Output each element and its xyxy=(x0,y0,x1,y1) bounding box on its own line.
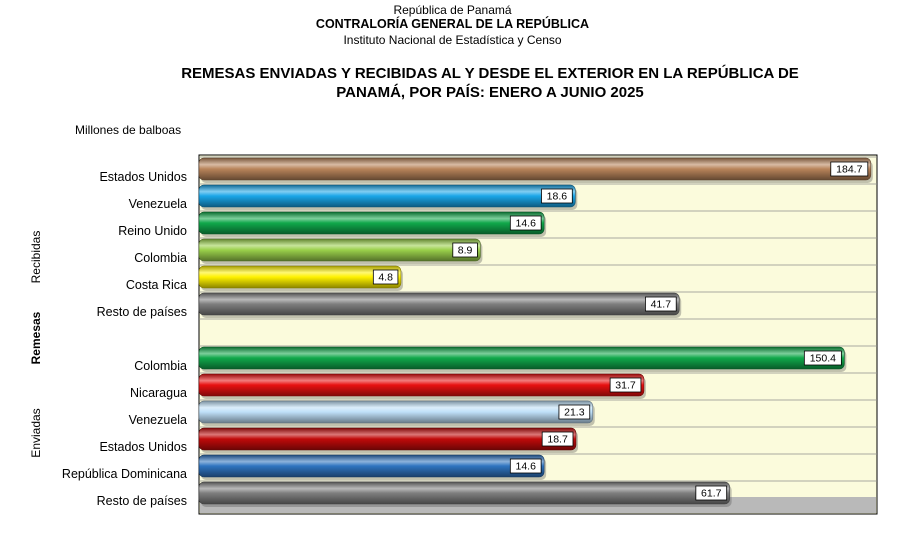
bar-recibidas-1 xyxy=(199,185,575,207)
bar-enviadas-4 xyxy=(199,455,544,477)
data-label: 41.7 xyxy=(650,298,672,311)
category-label: Costa Rica xyxy=(125,278,187,292)
unit-label: Millones de balboas xyxy=(75,123,182,137)
category-label: Nicaragua xyxy=(130,386,187,400)
category-label: Colombia xyxy=(134,359,187,373)
category-label: República Dominicana xyxy=(61,467,187,481)
bar-recibidas-4 xyxy=(199,266,401,288)
header-line-3: Instituto Nacional de Estadística y Censo xyxy=(343,33,562,47)
data-label: 14.6 xyxy=(515,460,536,473)
category-label: Resto de países xyxy=(96,305,187,319)
bar-recibidas-3 xyxy=(199,239,480,261)
bar-enviadas-1 xyxy=(199,374,644,396)
bar-recibidas-2 xyxy=(199,212,544,234)
group-label-recibidas: Recibidas xyxy=(29,230,43,284)
header-line-1: República de Panamá xyxy=(393,3,512,17)
group-axis-label: Remesas xyxy=(29,311,43,365)
data-label: 4.8 xyxy=(378,271,393,284)
category-label: Venezuela xyxy=(128,197,187,211)
group-label-enviadas: Enviadas xyxy=(29,408,43,458)
category-label: Colombia xyxy=(134,251,187,265)
category-label: Resto de países xyxy=(96,494,187,508)
bar-recibidas-5 xyxy=(199,293,679,315)
data-label: 184.7 xyxy=(836,163,863,176)
data-label: 31.7 xyxy=(615,379,636,392)
bar-enviadas-5 xyxy=(199,482,730,504)
data-label: 61.7 xyxy=(701,487,722,500)
category-label: Reino Unido xyxy=(118,224,187,238)
category-label: Venezuela xyxy=(128,413,187,427)
bar-enviadas-0 xyxy=(199,347,844,369)
bar-enviadas-3 xyxy=(199,428,576,450)
bar-enviadas-2 xyxy=(199,401,593,423)
data-label: 8.9 xyxy=(457,244,473,257)
category-label: Estados Unidos xyxy=(99,440,187,454)
data-label: 18.6 xyxy=(546,190,568,203)
category-label: Estados Unidos xyxy=(99,170,187,184)
data-label: 14.6 xyxy=(515,217,536,230)
data-label: 18.7 xyxy=(547,433,568,446)
chart-title: REMESAS ENVIADAS Y RECIBIDAS AL Y DESDE EL EXTERIOR EN LA REPÚBLICA DE PANAMÁ, POR PAÍS: ENERO A JUNIO 2025 xyxy=(181,65,799,101)
bar-recibidas-0 xyxy=(199,158,871,180)
data-label: 150.4 xyxy=(809,352,836,365)
header-line-2: CONTRALORÍA GENERAL DE LA REPÚBLICA xyxy=(315,17,590,31)
data-label: 21.3 xyxy=(564,406,585,419)
